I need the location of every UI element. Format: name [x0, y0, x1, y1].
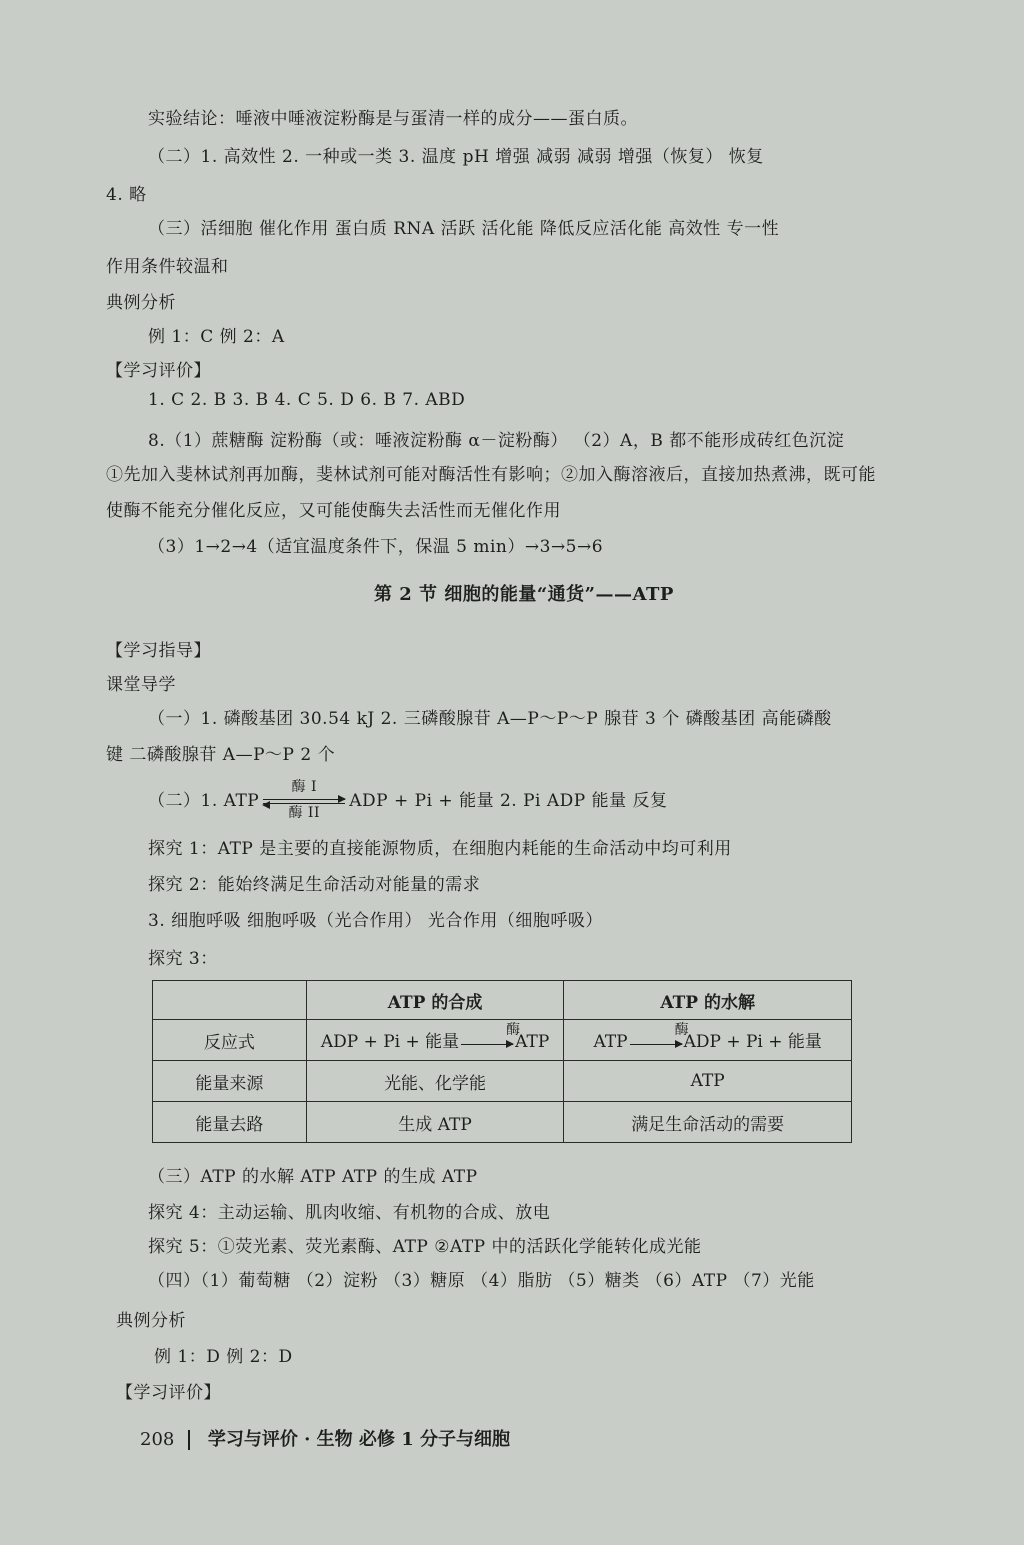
- answer-line: （3）1→2→4（适宜温度条件下，保温 5 min）→3→5→6: [148, 537, 604, 557]
- page-number: 208: [140, 1429, 175, 1450]
- section-title: 第 2 节 细胞的能量“通货”——ATP: [374, 584, 674, 605]
- answer-line: 例 1：D 例 2：D: [154, 1347, 293, 1367]
- section-heading: 【学习评价】: [106, 361, 211, 381]
- table-cell: 满足生命活动的需要: [564, 1102, 852, 1143]
- row-label: 能量来源: [153, 1061, 307, 1102]
- answer-line: 例 1：C 例 2：A: [148, 327, 285, 347]
- row-label: 反应式: [153, 1020, 307, 1061]
- section-heading: 【学习评价】: [116, 1383, 221, 1403]
- answer-line: （二）1. 高效性 2. 一种或一类 3. 温度 pH 增强 减弱 减弱 增强（恢复） 恢复: [148, 147, 764, 167]
- answer-line: （三）ATP 的水解 ATP ATP 的生成 ATP: [148, 1167, 478, 1187]
- table-header-row: [153, 981, 852, 1020]
- section-heading: 典例分析: [106, 293, 176, 313]
- enzyme-label: 酶: [674, 1021, 689, 1038]
- enzyme-label: 酶: [506, 1021, 521, 1038]
- equation-left: （二）1. ATP: [148, 791, 260, 811]
- equation-right: ADP + Pi + 能量 2. Pi ADP 能量 反复: [349, 791, 668, 811]
- enzyme-label: 酶 II: [288, 804, 320, 821]
- table-header-cell: ATP 的合成: [306, 981, 564, 1020]
- arrow-icon: [461, 1021, 521, 1053]
- table-cell: 生成 ATP: [306, 1102, 564, 1143]
- products: ATP: [515, 1032, 550, 1053]
- answer-line: 使酶不能充分催化反应，又可能使酶失去活性而无催化作用: [106, 501, 561, 521]
- row-label: 能量去路: [153, 1102, 307, 1143]
- page-footer: [140, 1425, 510, 1451]
- answer-line: 4. 略: [106, 185, 147, 205]
- reactants: ATP: [593, 1032, 628, 1053]
- answer-line: （一）1. 磷酸基团 30.54 kJ 2. 三磷酸腺苷 A—P～P～P 腺苷 3 个 磷酸基团 高能磷酸: [148, 709, 832, 729]
- table-row: [153, 1020, 852, 1061]
- answer-line: 作用条件较温和: [106, 257, 229, 277]
- experiment-conclusion: 实验结论：唾液中唾液淀粉酶是与蛋清一样的成分——蛋白质。: [148, 109, 638, 129]
- table-row: [153, 1102, 852, 1143]
- table-cell: 光能、化学能: [306, 1061, 564, 1102]
- explore-line: 探究 1：ATP 是主要的直接能源物质，在细胞内耗能的生命活动中均可利用: [148, 839, 732, 859]
- book-title: 学习与评价 · 生物 必修 1 分子与细胞: [207, 1429, 510, 1450]
- table-cell: [564, 1020, 852, 1061]
- explore-line: 探究 2：能始终满足生命活动对能量的需求: [148, 875, 481, 895]
- explore-line: 探究 4：主动运输、肌肉收缩、有机物的合成、放电: [148, 1203, 551, 1223]
- explore-line: 探究 3：: [148, 949, 218, 969]
- answer-line: 8.（1）蔗糖酶 淀粉酶（或：唾液淀粉酶 α－淀粉酶） （2）A，B 都不能形成砖红色沉淀: [148, 431, 845, 451]
- enzyme-label: 酶 I: [291, 778, 317, 795]
- answer-line: （四）（1）葡萄糖 （2）淀粉 （3）糖原 （4）脂肪 （5）糖类 （6）ATP （7）光能: [148, 1271, 815, 1291]
- answer-line: 键 二磷酸腺苷 A—P～P 2 个: [106, 745, 336, 765]
- section-heading: 【学习指导】: [106, 641, 211, 661]
- answer-line: （三）活细胞 催化作用 蛋白质 RNA 活跃 活化能 降低反应活化能 高效性 专一性: [148, 219, 780, 239]
- atp-equation-line: [148, 778, 668, 821]
- table-header-cell: ATP 的水解: [564, 981, 852, 1020]
- answer-line: 1. C 2. B 3. B 4. C 5. D 6. B 7. ABD: [148, 390, 466, 410]
- section-heading: 典例分析: [116, 1311, 186, 1331]
- table-header-cell: [153, 981, 307, 1020]
- arrow-icon: [630, 1021, 689, 1053]
- reversible-arrow-icon: [263, 778, 345, 821]
- products: ADP + Pi + 能量: [683, 1032, 822, 1053]
- answer-line: ①先加入斐林试剂再加酶，斐林试剂可能对酶活性有影响；②加入酶溶液后，直接加热煮沸，既可能: [106, 465, 876, 485]
- footer-divider: [188, 1430, 190, 1450]
- table-cell: [306, 1020, 564, 1061]
- answer-line: 3. 细胞呼吸 细胞呼吸（光合作用） 光合作用（细胞呼吸）: [148, 911, 603, 931]
- section-heading: 课堂导学: [106, 675, 176, 695]
- table-cell: ATP: [564, 1061, 852, 1102]
- table-row: [153, 1061, 852, 1102]
- explore-line: 探究 5：①荧光素、荧光素酶、ATP ②ATP 中的活跃化学能转化成光能: [148, 1237, 702, 1257]
- reactants: ADP + Pi + 能量: [320, 1032, 460, 1053]
- atp-table: [152, 980, 852, 1143]
